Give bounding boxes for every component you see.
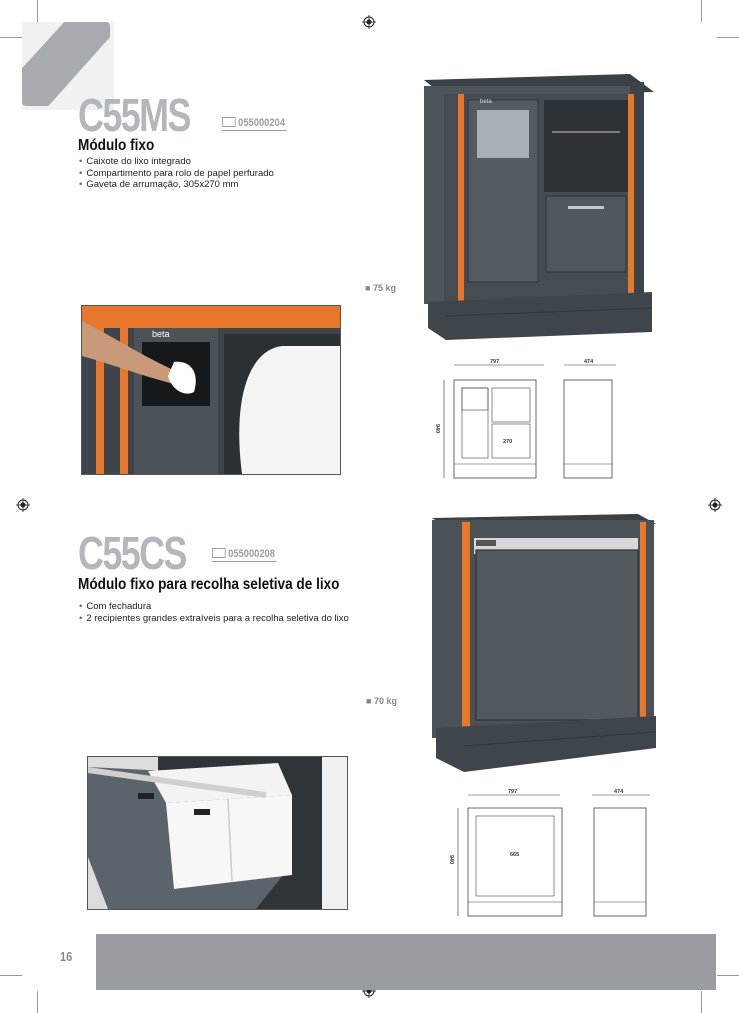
usage-photo-2 [87, 756, 348, 910]
usage-photo-1 [81, 305, 341, 475]
crop-mark [0, 975, 22, 976]
product-code-value: 055000204 [238, 117, 285, 129]
dimension-depth: 474 [614, 789, 624, 795]
weight-label: ■ 70 kg [366, 696, 397, 706]
product-title: Módulo fixo [78, 137, 155, 154]
registration-mark-icon [16, 498, 30, 512]
dimension-drawer: 270 [503, 439, 513, 445]
product-image-c55ms [420, 70, 656, 342]
feature-item: • Caixote do lixo integrado [79, 156, 274, 168]
product-code-value: 055000208 [228, 548, 275, 560]
crop-mark [37, 991, 38, 1013]
page-number: 16 [60, 949, 73, 964]
feature-item: • 2 recipientes grandes extraíveis para a recolha seletiva do lixo [79, 613, 349, 625]
sku-icon [222, 117, 236, 127]
feature-item: • Compartimento para rolo de papel perfurado [79, 168, 274, 180]
feature-item: • Com fechadura [79, 601, 349, 613]
crop-mark [701, 0, 702, 22]
crop-mark [701, 991, 702, 1013]
dimension-height: 940 [434, 424, 440, 434]
crop-mark [717, 975, 739, 976]
dimension-depth: 474 [584, 359, 594, 365]
svg-text:beta: beta [152, 329, 170, 339]
dimension-height: 940 [448, 855, 454, 865]
product-code [212, 547, 277, 562]
product-title: Módulo fixo para recolha seletiva de lixo [78, 576, 340, 593]
crop-mark [0, 37, 22, 38]
crop-mark [37, 0, 38, 22]
model-name: C55MS [78, 89, 190, 141]
svg-text:beta: beta [480, 99, 492, 105]
feature-list [79, 156, 274, 191]
registration-mark-icon [362, 15, 376, 29]
dimension-door: 665 [510, 852, 520, 858]
sku-icon [212, 548, 226, 558]
technical-drawing-c55ms [430, 356, 620, 482]
product-code [222, 116, 287, 131]
feature-list [79, 601, 349, 624]
technical-drawing-c55cs [444, 786, 654, 918]
model-name: C55CS [78, 527, 186, 579]
weight-label: ■ 75 kg [365, 283, 396, 293]
weight-icon: ■ [366, 696, 372, 706]
product-image-c55cs [428, 510, 660, 774]
dimension-width: 797 [508, 789, 518, 795]
registration-mark-icon [708, 498, 722, 512]
feature-item: • Gaveta de arrumação, 305x270 mm [79, 179, 274, 191]
crop-mark [717, 37, 739, 38]
weight-icon: ■ [365, 283, 371, 293]
footer-bar [96, 934, 716, 990]
dimension-width: 797 [490, 359, 500, 365]
